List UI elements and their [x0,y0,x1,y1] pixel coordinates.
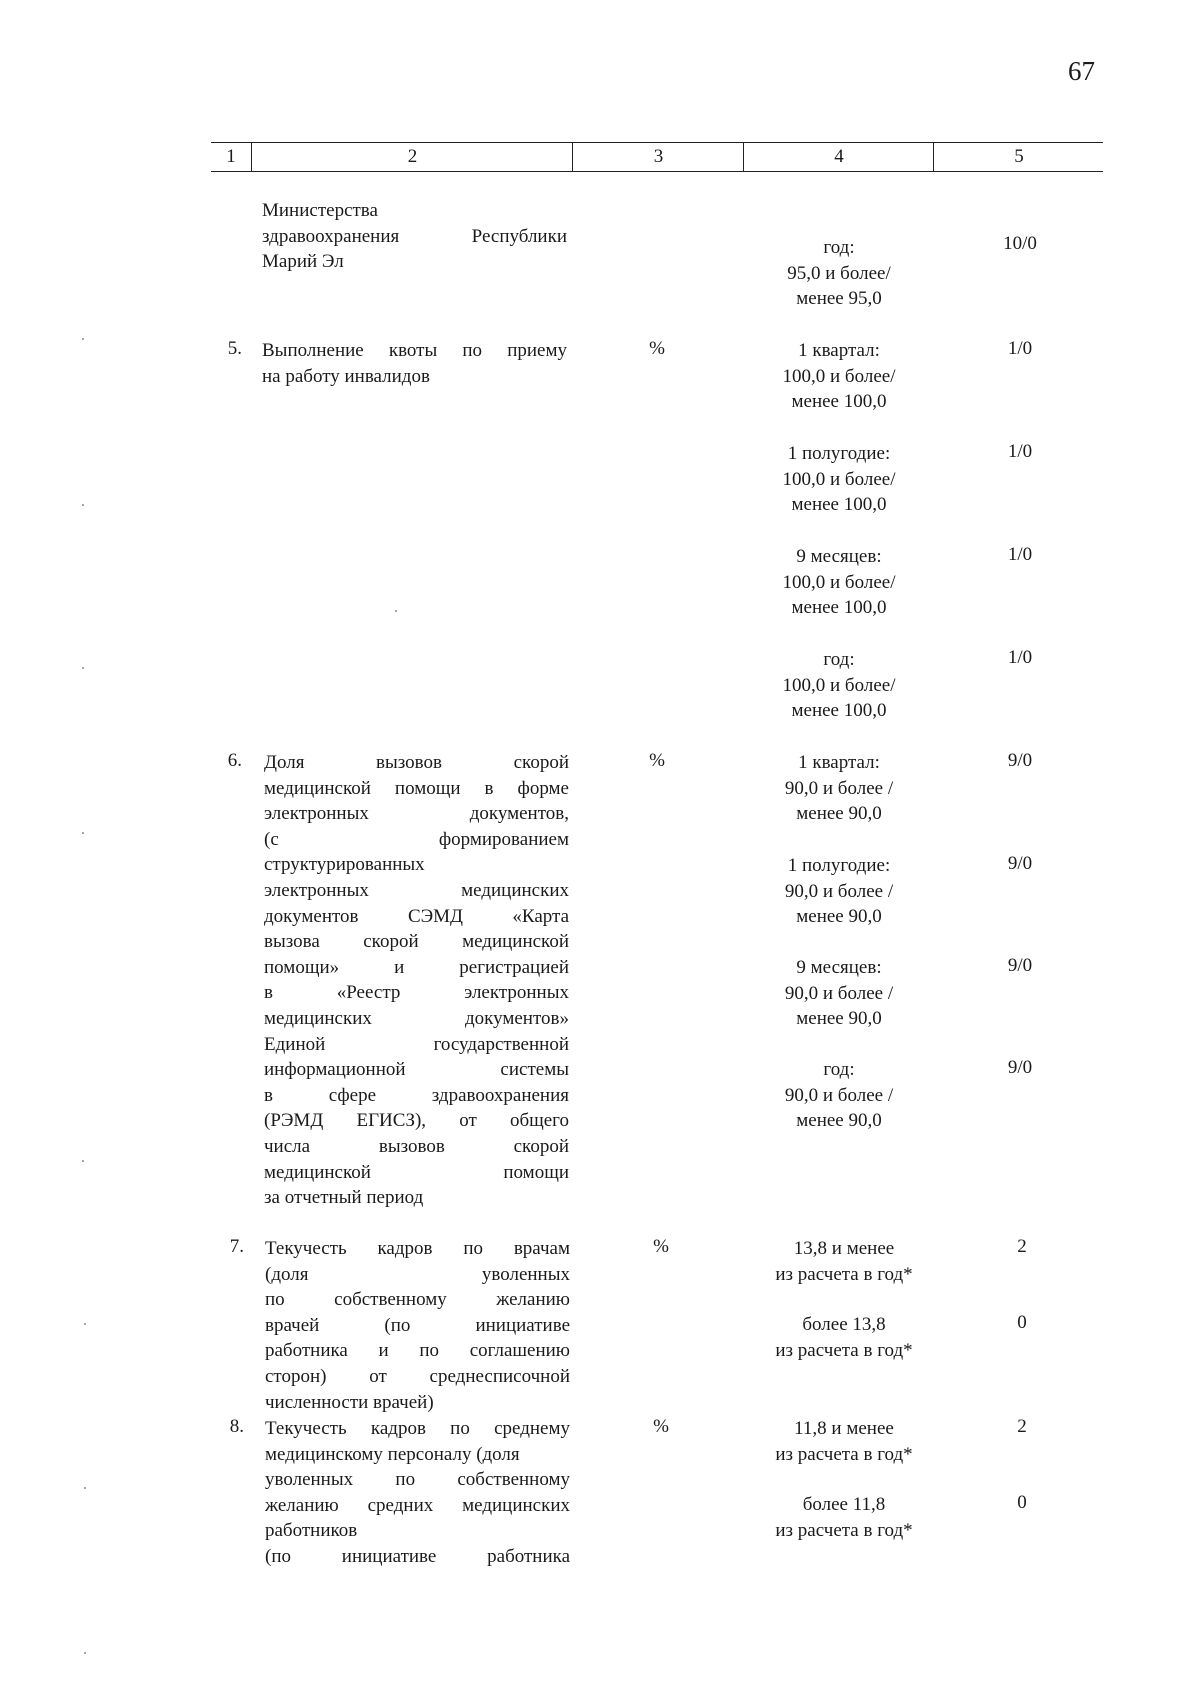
criterion-line: 95,0 и более/ [787,262,891,284]
criterion-line: 11,8 и менее [794,1418,894,1439]
text-line: Выполнение квоты по приему [262,340,567,361]
criterion-line: из расчета в год* [775,1263,913,1285]
header-col-1: 1 [226,146,236,167]
scan-speck [84,1652,86,1654]
text-line: медицинской помощи в форме [264,777,569,799]
criterion-line: год: [823,649,855,670]
score-value: 2 [1017,1236,1027,1257]
indicator-text [262,338,567,389]
text-line: работника и по соглашению [265,1340,570,1362]
criterion-block [719,338,959,415]
text-line: (доля уволенных [265,1263,570,1285]
criterion-line: 100,0 и более/ [782,674,896,696]
text-line: на работу инвалидов [262,365,430,387]
criterion-line: 1 квартал: [798,340,880,361]
criterion-line: 13,8 и менее [793,1238,895,1259]
criterion-block [724,1312,964,1363]
criterion-line: 90,0 и более / [784,880,894,902]
text-line: информационной системы [264,1059,569,1081]
text-line: (РЭМД ЕГИСЗ), от общего [264,1110,569,1132]
criterion-line: 100,0 и более/ [782,571,896,593]
criterion-block [719,647,959,724]
score-value: 0 [1017,1312,1027,1333]
criterion-line: 100,0 и более/ [782,365,896,387]
text-line: врачей (по инициативе [265,1314,570,1336]
criterion-block [724,1236,964,1287]
criterion-line: год: [823,237,855,258]
score-value: 1/0 [1007,441,1033,462]
criterion-line: менее 90,0 [796,1110,882,1132]
text-line: сторон) от среднесписочной [265,1365,570,1387]
text-line: (с формированием [264,828,569,850]
score-value: 2 [1017,1416,1027,1437]
text-line: за отчетный период [264,1187,424,1209]
criterion-line: из расчета в год* [775,1443,913,1465]
criterion-line: менее 100,0 [791,494,887,516]
criterion-block [719,750,959,827]
text-line: медицинской помощи [264,1161,569,1183]
criterion-line: менее 95,0 [796,288,882,310]
indicator-text [265,1236,570,1415]
header-col-3: 3 [572,143,744,171]
criterion-block [724,1416,964,1467]
criterion-line: 90,0 и более / [784,982,894,1004]
criterion-line: более 13,8 [802,1314,886,1335]
text-line: помощи» и регистрацией [264,956,569,978]
text-line: документов СЭМД «Карта [264,905,569,927]
text-line: работников [265,1520,358,1542]
criterion-line: 9 месяцев: [796,957,882,978]
score-value: 10/0 [1003,233,1037,254]
criterion-line: 90,0 и более / [784,777,894,799]
text-line: электронных медицинских [264,879,569,901]
row-number: 5. [227,338,242,359]
text-line: электронных документов, [264,803,569,825]
scan-speck [84,1487,86,1489]
text-line: медицинскому персоналу (доля [265,1443,520,1465]
scan-speck [82,1160,84,1162]
text-line: в «Реестр электронных [264,982,569,1004]
header-col-4: 4 [743,143,934,171]
criterion-line: менее 90,0 [796,803,882,825]
criterion-line: менее 100,0 [791,597,887,619]
criterion-block [719,441,959,518]
unit-value: % [653,1236,669,1257]
criterion-line: из расчета в год* [775,1339,913,1361]
criterion-line: 1 полугодие: [787,443,891,464]
unit-value: % [649,750,665,771]
score-value: 9/0 [1007,1057,1033,1078]
criterion-line: менее 100,0 [791,700,887,722]
text-line: в сфере здравоохранения [264,1084,569,1106]
criterion-block [719,1057,959,1134]
table-header-row [211,142,1103,172]
text-line: (по инициативе работника [265,1545,570,1567]
page-number: 67 [1068,56,1095,86]
score-value: 9/0 [1007,853,1033,874]
row-number: 8. [229,1416,244,1437]
score-value: 1/0 [1007,338,1033,359]
row-number: 6. [227,750,242,771]
indicator-text [264,750,569,1211]
criterion-line: более 11,8 [802,1494,886,1515]
text-line: числа вызовов скорой [264,1135,569,1157]
criterion-line: менее 100,0 [791,391,887,413]
text-line: здравоохранения Республики [262,225,567,247]
scan-speck [82,504,84,506]
unit-value: % [653,1416,669,1437]
scan-speck [82,338,84,340]
scan-speck [395,610,397,612]
row-number: 7. [229,1236,244,1257]
text-line: структурированных [264,854,425,876]
criterion-block [719,544,959,621]
criterion-block [719,235,959,312]
scan-speck [82,667,84,669]
score-value: 9/0 [1007,750,1033,771]
text-line: уволенных по собственному [265,1469,570,1491]
criterion-line: год: [823,1059,855,1080]
text-line: численности врачей) [265,1391,434,1413]
scan-speck [84,1323,86,1325]
unit-value: % [649,338,665,359]
score-value: 9/0 [1007,955,1033,976]
text-line: по собственному желанию [265,1289,570,1311]
score-value: 0 [1017,1492,1027,1513]
text-line: Единой государственной [264,1033,569,1055]
text-line: вызова скорой медицинской [264,931,569,953]
criterion-line: 9 месяцев: [796,546,882,567]
criterion-line: менее 90,0 [796,906,882,928]
header-col-2: 2 [251,143,573,171]
criterion-line: 100,0 и более/ [782,468,896,490]
score-value: 1/0 [1007,544,1033,565]
criterion-line: менее 90,0 [796,1008,882,1030]
criterion-line: 1 квартал: [798,752,880,773]
text-line: Министерства [262,200,378,221]
continuation-indicator-text [262,198,567,275]
header-col-5: 5 [933,143,1104,171]
criterion-line: 90,0 и более / [784,1084,894,1106]
criterion-block [719,955,959,1032]
score-value: 1/0 [1007,647,1033,668]
scan-speck [82,832,84,834]
text-line: Текучесть кадров по среднему [265,1418,570,1439]
criterion-line: из расчета в год* [775,1519,913,1541]
criterion-line: 1 полугодие: [787,855,891,876]
text-line: Доля вызовов скорой [264,752,569,773]
criterion-block [724,1492,964,1543]
text-line: медицинских документов» [264,1007,569,1029]
text-line: желанию средних медицинских [265,1494,570,1516]
criterion-block [719,853,959,930]
indicator-text [265,1416,570,1570]
text-line: Текучесть кадров по врачам [265,1238,570,1259]
text-line: Марий Эл [262,251,344,273]
